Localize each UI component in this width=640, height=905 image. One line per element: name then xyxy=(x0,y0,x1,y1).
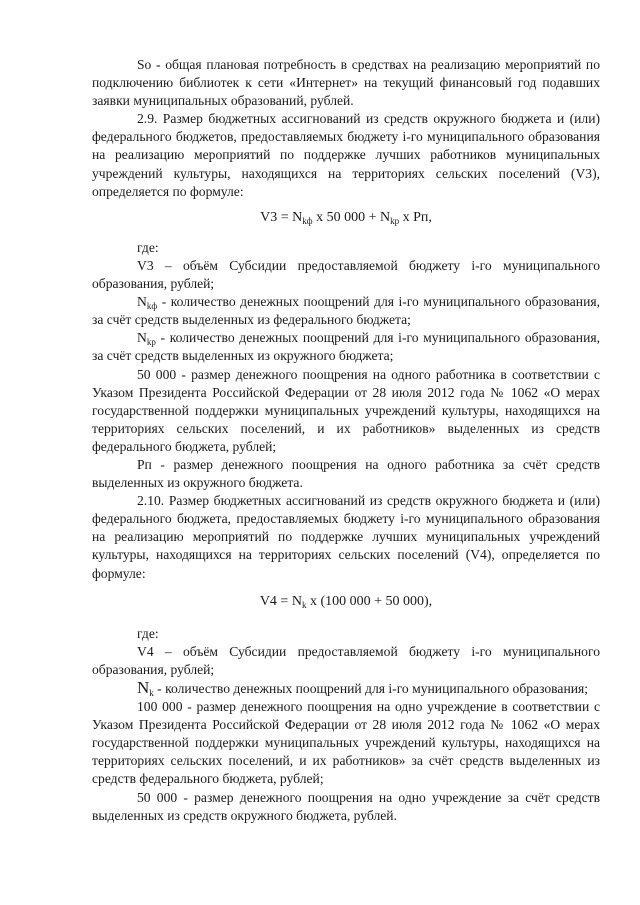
paragraph-2-10: 2.10. Размер бюджетных ассигнований из средств окружного бюджета и (или) федерального бюджета, предоставляемых бюджету i-го муниципального образования на реализацию мероприятий по поддержке лучших муниципальных учреждений культуры, находящихся на территориях сельских поселений (V4), определяется по формуле: xyxy=(92,493,600,581)
definition-v3: V3 – объём Субсидии предоставляемой бюджету i-го муниципального образования, рублей; xyxy=(92,257,600,292)
definition-text: - количество денежных поощрений для i-го муниципального образования, за счёт средств выделенных из окружного бюджета; xyxy=(92,330,600,364)
symbol-n: N xyxy=(137,330,147,346)
where-label: где: xyxy=(137,625,159,641)
formula-v3 xyxy=(92,209,600,227)
formula-v4-subscript: k xyxy=(301,599,307,610)
definition-100000-institution: 100 000 - размер денежного поощрения на одно учреждение в соответствии с Указом Президента Российской Федерации от 28 июля 2012 года № 1062 «О мерах государственной поддержки муниципальных учреждений культуры, находящихся на территориях сельских поселений, и их работников» за счёт средств выделенных из средств федерального бюджета, рублей; xyxy=(92,699,600,787)
definition-text: - количество денежных поощрений для i-го муниципального образования, за счёт средств выделенных из федерального бюджета; xyxy=(92,294,600,328)
definition-50000-worker: 50 000 - размер денежного поощрения на одного работника в соответствии с Указом Президента Российской Федерации от 28 июля 2012 года № 1062 «О мерах государственной поддержки муниципальных учреждений культуры, находящихся на территориях сельских поселений, и их работников» выделенных из средств федерального бюджета, рублей; xyxy=(92,366,600,454)
definition-v4: V4 – объём Субсидии предоставляемой бюджету i-го муниципального образования, рублей; xyxy=(92,643,600,677)
document-body xyxy=(92,56,600,825)
where-label: где: xyxy=(137,239,159,255)
symbol-n: N xyxy=(137,294,147,310)
definition-pp: Pп - размер денежного поощрения на одного работника за счёт средств выделенных из окружного бюджета. xyxy=(92,456,600,491)
paragraph-2-9: 2.9. Размер бюджетных ассигнований из средств окружного бюджета и (или) федерального бюджетов, предоставляемых бюджету i-го муниципального образования на реализацию мероприятий по поддержке лучших работников муниципальных учреждений культуры, находящихся на территориях сельских поселений (V3), определяется по формуле: xyxy=(92,111,600,199)
formula-v3-part: х Pп, xyxy=(399,209,432,225)
formula-v3-part: V3 = N xyxy=(260,209,303,225)
formula-v4-part: V4 = N xyxy=(259,593,302,609)
definition-text: - количество денежных поощрений для i-го муниципального образования; xyxy=(153,681,589,696)
formula-v3-subscript: kф xyxy=(302,215,313,226)
symbol-subscript: kф xyxy=(146,301,158,312)
symbol-n: N xyxy=(137,678,150,697)
definition-nkf xyxy=(92,293,600,329)
definition-nkr xyxy=(92,329,600,365)
paragraph-so-definition: So - общая плановая потребность в средствах на реализацию мероприятий по подключению библиотек к сети «Интернет» на текущий финансовый год подавших заявки муниципальных образований, рублей. xyxy=(92,57,600,109)
definition-nk xyxy=(92,679,600,698)
definition-50000-institution: 50 000 - размер денежного поощрения на одно учреждение за счёт средств выделенных из средств окружного бюджета, рублей. xyxy=(92,789,600,823)
symbol-subscript: kр xyxy=(146,337,156,348)
formula-v3-part: х 50 000 + N xyxy=(312,209,391,225)
symbol-subscript: k xyxy=(149,688,154,698)
formula-v3-subscript: kр xyxy=(390,215,400,226)
formula-v4 xyxy=(92,593,600,611)
formula-v4-part: х (100 000 + 50 000), xyxy=(306,593,433,609)
